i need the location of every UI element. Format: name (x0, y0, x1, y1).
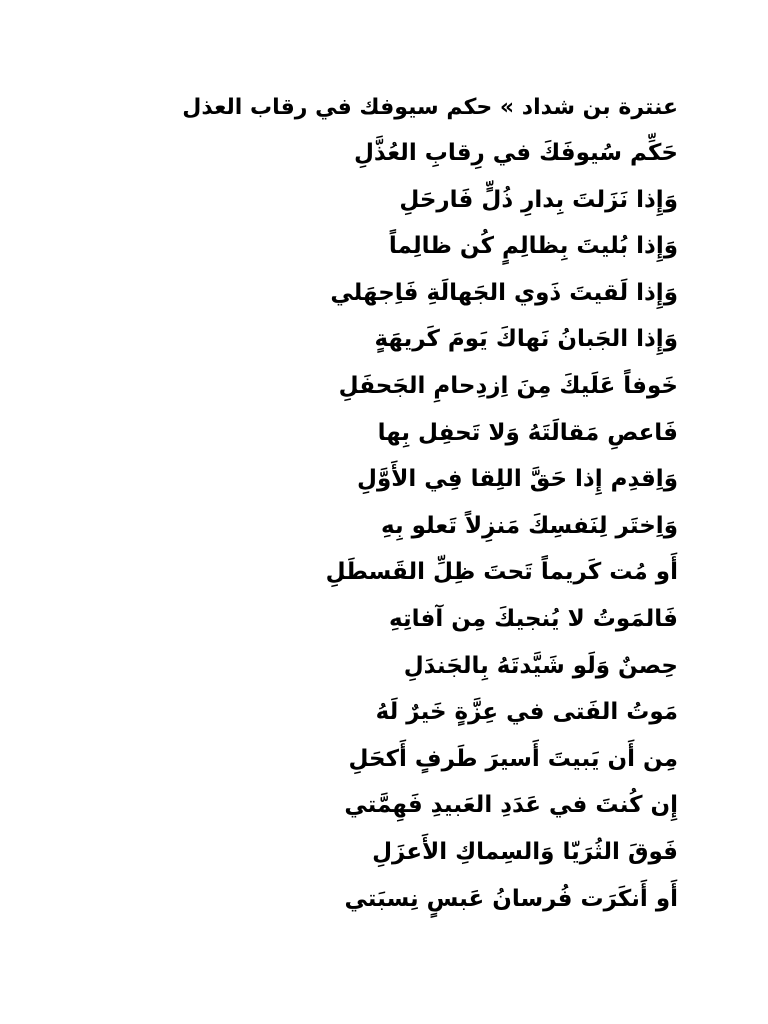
poem-line: وَاِختَر لِنَفسِكَ مَنزِلاً تَعلو بِهِ (381, 512, 678, 539)
poem-line: فَاعصِ مَقالَتَهُ وَلا تَحفِل بِها (377, 419, 678, 446)
poem-title: عنترة بن شداد » حكم سيوفك في رقاب العذل (182, 95, 678, 120)
poem-line: وَإِذا الجَبانُ نَهاكَ يَومَ كَريهَةٍ (374, 326, 678, 353)
poem-line: أَو أَنكَرَت فُرسانُ عَبسٍ نِسبَتي (344, 885, 678, 912)
poem-line: وَإِذا لَقيتَ ذَوي الجَهالَةِ فَاِجهَلي (330, 279, 678, 306)
poem-line: إِن كُنتَ في عَدَدِ العَبيدِ فَهِمَّتي (344, 792, 678, 819)
poem-line: مِن أَن يَبيتَ أَسيرَ طَرفٍ أَكحَلِ (348, 745, 678, 772)
poem-line: حَكِّم سُيوفَكَ في رِقابِ العُذَّلِ (353, 140, 678, 166)
poem-line: وَإِذا نَزَلتَ بِدارِ ذُلٍّ فَارحَلِ (399, 186, 678, 213)
poem-line: مَوتُ الفَتى في عِزَّةٍ خَيرٌ لَهُ (375, 699, 678, 726)
poem-line: حِصنٌ وَلَو شَيَّدتَهُ بِالجَندَلِ (403, 652, 678, 679)
poem-line: فَوقَ الثُرَيّا وَالسِماكِ الأَعزَلِ (372, 838, 678, 865)
poem-line: خَوفاً عَلَيكَ مِنَ اِزدِحامِ الجَحفَلِ (338, 372, 678, 399)
poem-line: وَإِذا بُليتَ بِظالِمٍ كُن ظالِماً (388, 233, 678, 260)
poem-block (118, 86, 678, 922)
poem-line: فَالمَوتُ لا يُنجيكَ مِن آفاتِهِ (389, 605, 678, 632)
poem-line: وَاِقدِم إِذا حَقَّ اللِقا فِي الأَوَّلِ (357, 466, 678, 493)
poem-line: أَو مُت كَريماً تَحتَ ظِلِّ القَسطَلِ (325, 559, 678, 586)
